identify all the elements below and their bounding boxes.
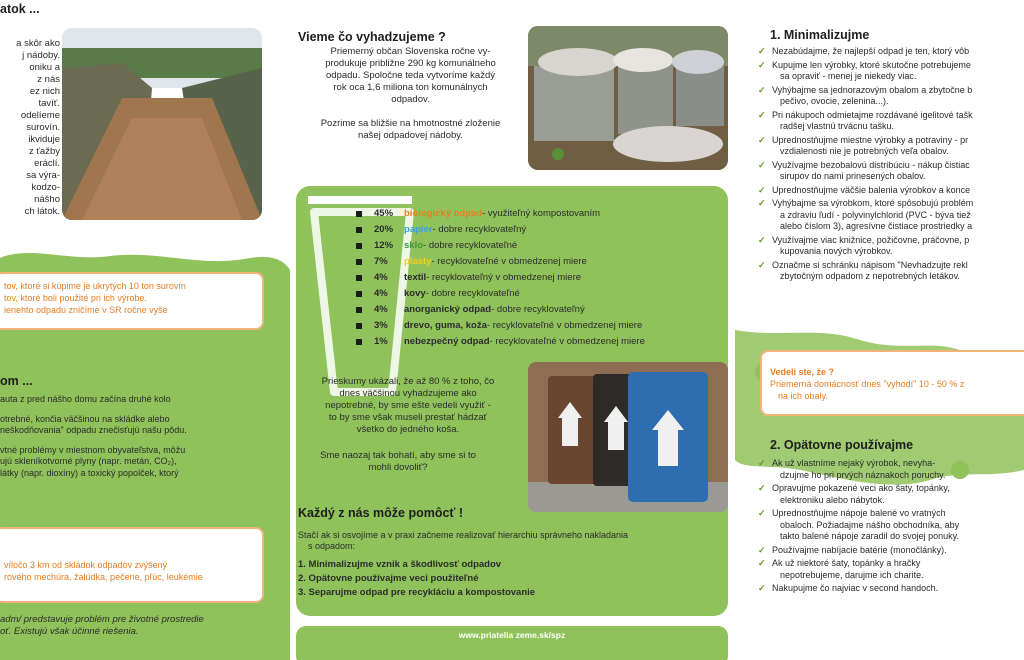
step-item: 1. Minimalizujme vznik a škodlivosť odpadov	[298, 559, 502, 570]
waste-composition-list	[356, 206, 645, 350]
tip-item: ✓ Používajme nabíjacie batérie (monočlánky).	[758, 544, 947, 555]
tip-item: ✓ Ak už niektoré šaty, topánky a hračky nepotrebujeme, darujme ich charite.	[758, 558, 924, 580]
reuse-list	[758, 458, 1018, 597]
tip-item: ✓ Pri nákupoch odmietajme rozdávané igelitové tašk radšej vlastnú trvácnu tašku.	[758, 109, 973, 131]
composition-row: 12% sklo - dobre recyklovateľné	[356, 238, 645, 254]
middle-intro-2: Pozrime sa bližšie na hmotnostné zloženie našej odpadovej nádoby.	[320, 118, 501, 141]
tip-item: ✓ Využívajme viac knižnice, požičovne, práčovne, p kupovania nových výrobkov.	[758, 234, 970, 256]
tip-item: ✓ Uprednostňujme nápoje balené vo vratných obaloch. Požiadajme nášho obchodníka, aby takto balené nápoje zaradil do svojej ponuky.	[758, 508, 960, 541]
tip-item: ✓ Nakupujme čo najviac v second handoch.	[758, 583, 939, 593]
composition-row: 1% nebezpečný odpad - recyklovateľné v obmedzenej miere	[356, 334, 645, 350]
left-fact-box-2: víločo 3 km od skládok odpadov zvýšený rového mechúra, žalúdka, pečene, pľúc, leukémie	[0, 527, 264, 603]
middle-intro: Priemerný občan Slovenska ročne vy- produkuje približne 290 kg komunálneho odpadu. Spoločne teda vytvoríme každý rok oca 1,6 miliona ton komunálnych odpadov.	[325, 46, 496, 105]
reuse-heading: 2. Opätovne používajme	[770, 438, 914, 452]
left-paragraph: a skôr ako j nádoby. oniku a z nás ez nich tavíť. odelíeme surovín. ikviduje z ťažby eráclí. sa výra- kodzo- nášho ch látok.	[16, 38, 60, 217]
composition-row: 45% biologický odpad - využiteľný kompostovaním	[356, 206, 645, 222]
tip-item: ✓ Uprednostňujme väčšie balenia výrobkov a konce	[758, 184, 971, 195]
tip-item: ✓ Vyhýbajme sa jednorazovým obalom a zbytočne b pečivo, ovocie, zelenina...).	[758, 84, 973, 106]
help-title: Každý z nás môže pomôcť !	[298, 506, 464, 520]
composition-row: 4% kovy - dobre recyklovateľné	[356, 286, 645, 302]
overflowing-bins-photo	[528, 26, 728, 170]
tip-item: ✓ Nezabúdajme, že najlepší odpad je ten, ktorý vôb	[758, 46, 970, 56]
composition-row: 4% anorganický odpad - dobre recyklovateľný	[356, 302, 645, 318]
landfill-photo	[62, 28, 262, 220]
composition-row: 3% drevo, guma, koža - recyklovateľné v obmedzenej miere	[356, 318, 645, 334]
left-fact-box: tov, ktoré si kúpime je ukrytých 10 ton surovín tov, ktoré boli použité pri ich výrobe. ienehto odpadu zničíme v SR ročne vyše	[0, 272, 264, 330]
composition-row: 4% textil - recyklovateľný v obmedzenej miere	[356, 270, 645, 286]
tip-item: ✓ Uprednostňujme miestne výrobky a potraviny - pr vzdialenosti nie je potrebných veľa obalov.	[758, 134, 969, 156]
left-heading-2: om ...	[0, 374, 33, 388]
tip-item: ✓ Vyhýbajme sa výrobkom, ktoré spôsobujú problém a zdraviu ľudí - polyvinylchlorid (PVC - býva tiež alebo číslom 3), agresívne čistiace prostriedky a	[758, 198, 974, 231]
step-item: 2. Opätovne používajme veci použiteľné	[298, 573, 479, 584]
tip-item: ✓ Kupujme len výrobky, ktoré skutočne potrebujeme sa opraviť - menej je niekedy viac.	[758, 59, 971, 81]
tip-item: ✓ Označme si schránku nápisom "Nevhadzujte rekl zbytočným odpadom z nepotrebných letákov.	[758, 259, 968, 281]
hierarchy-steps	[298, 558, 535, 600]
tip-item: ✓ Opravujme pokazené veci ako šaty, topánky, elektroniku alebo nábytok.	[758, 483, 950, 505]
middle-title: Vieme čo vyhadzujeme ?	[298, 30, 446, 44]
survey-paragraph: Prieskumy ukázali, že až 80 % z toho, čo dnes väčšinou vyhadzujeme ako nepotrebné, by sme ešte vedeli využiť - to by sme však museli prestať hádzať všetko do jedného koša.	[321, 376, 495, 435]
help-intro: Stačí ak si osvojíme a v praxi začneme realizovať hierarchiu správneho nakladania s odpadom:	[298, 530, 629, 551]
question-paragraph: Sme naozaj tak bohatí, aby sme si to mohli dovoliť?	[320, 450, 476, 473]
tip-item: ✓ Ak už vlastníme nejaký výrobok, nevyha- dzujme ho pri prvých náznakoch poruchy.	[758, 458, 946, 480]
composition-row: 7% plasty - recyklovateľné v obmedzenej miere	[356, 254, 645, 270]
minimize-list	[758, 46, 1024, 285]
step-item: 3. Separujme odpad pre recykláciu a kompostovanie	[298, 587, 536, 598]
composition-row: 20% papier - dobre recyklovateľný	[356, 222, 645, 238]
did-you-know-box: Vedeli ste, že ? Priemerná domácnosť dnes "vyhodí" 10 - 50 % z na ich obaly.	[760, 350, 1024, 416]
sorting-bins-photo	[528, 362, 728, 512]
left-paragraph-2: auta z pred nášho domu začína druhé kolo otrebné, končia väčšinou na skládke alebo neškodňovania" odpadu znečisťujú našu pôdu. vtné problémy v miestnom obyvateľstva, môžu ujú skleníkotvorné plyny (napr. metán, CO₂), látky (napr. dioxíny) a toxický popolček, ktorý	[0, 394, 187, 478]
website-link[interactable]: www.priatelia zeme.sk/spz	[458, 630, 566, 640]
tip-item: ✓ Využívajme bezobalovú distribúciu - nákup čistiac sirupov do nami prinesených obalov.	[758, 159, 970, 181]
minimize-heading: 1. Minimalizujme	[770, 28, 870, 42]
left-heading: atok ...	[0, 2, 40, 16]
left-footer-note: adm/ predstavuje problém pre životné prostredie oť. Existujú však účinné riešenia.	[0, 614, 204, 637]
